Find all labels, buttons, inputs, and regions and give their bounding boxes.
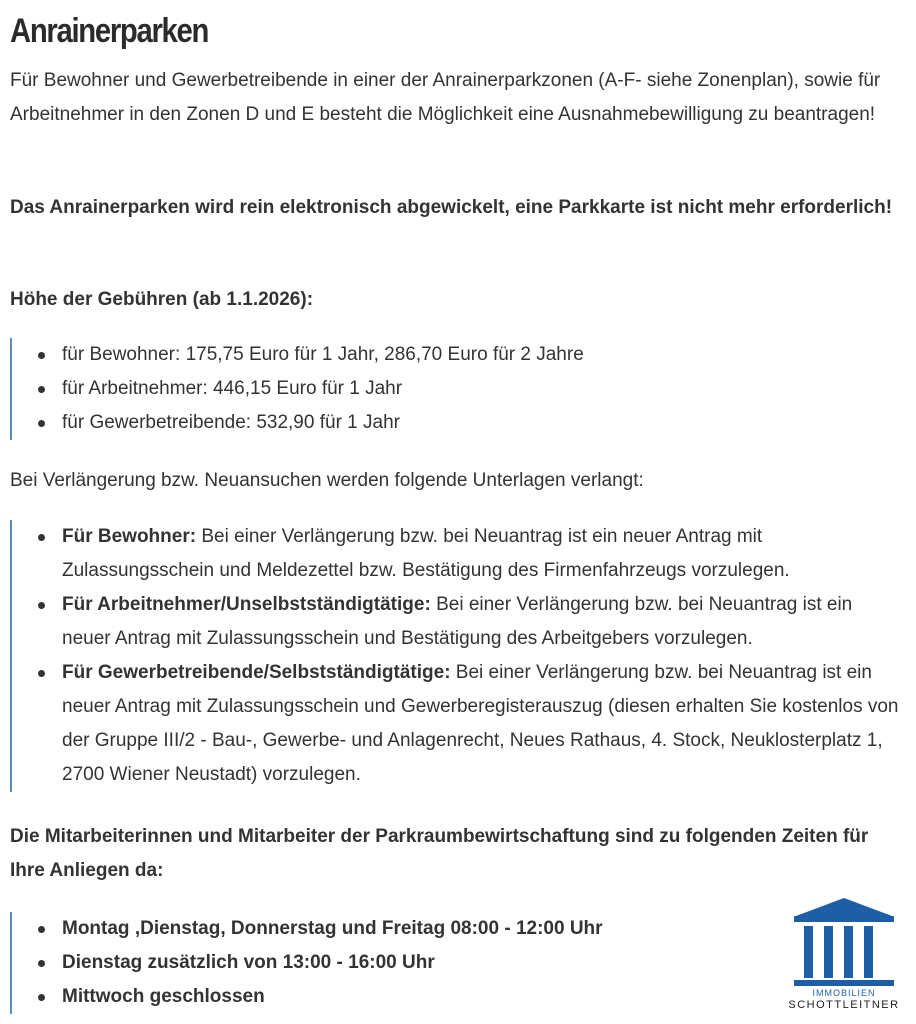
document-text: Bei einer Verlängerung bzw. bei Neuantrag ist ein neuer Antrag mit Zulassungsschein und Meldezettel bzw. Bestätigung des Firmenfahrzeugs vorzulegen. [62, 526, 790, 581]
building-columns-icon [782, 896, 906, 988]
document-item [62, 520, 902, 588]
documents-intro: Bei Verlängerung bzw. Neuansuchen werden folgende Unterlagen verlangt: [10, 470, 644, 491]
document-text: Bei einer Verlängerung bzw. bei Neuantrag ist ein neuer Antrag mit Zulassungsschein und Bestätigung des Arbeitgebers vorzulegen. [62, 594, 853, 649]
fees-heading: Höhe der Gebühren (ab 1.1.2026): [10, 289, 314, 310]
document-label: Für Arbeitnehmer/Unselbstständigtätige: [62, 594, 431, 615]
hours-item: Mittwoch geschlossen [62, 980, 603, 1014]
schottleitner-logo [782, 896, 906, 1014]
document-item [62, 588, 902, 656]
hours-item: Dienstag zusätzlich von 13:00 - 16:00 Uhr [62, 946, 603, 980]
document-item [62, 656, 902, 792]
fee-item: für Arbeitnehmer: 446,15 Euro für 1 Jahr [62, 372, 584, 406]
page-title: Anrainerparken [10, 12, 209, 50]
logo-line-1: IMMOBILIEN [812, 988, 876, 998]
document-label: Für Gewerbetreibende/Selbstständigtätige: [62, 662, 451, 683]
documents-blockquote [10, 520, 902, 792]
hours-blockquote [10, 912, 603, 1014]
document-label: Für Bewohner: [62, 526, 197, 547]
document-text: Bei einer Verlängerung bzw. bei Neuantrag ist ein neuer Antrag mit Zulassungsschein und Gewerberegisterauszug (diesen erhalten Sie kostenlos von der Gruppe III/2 - Bau-, Gewerbe- und Anlagenrecht, Neues Rathaus, 4. Stock, Neuklosterplatz 1, 2700 Wiener Neustadt) vorzulegen. [62, 662, 899, 785]
fee-item: für Bewohner: 175,75 Euro für 1 Jahr, 286,70 Euro für 2 Jahre [62, 338, 584, 372]
fee-item: für Gewerbetreibende: 532,90 für 1 Jahr [62, 406, 584, 440]
hours-item: Montag ,Dienstag, Donnerstag und Freitag 08:00 - 12:00 Uhr [62, 912, 603, 946]
fees-blockquote [10, 338, 584, 440]
intro-paragraph: Für Bewohner und Gewerbetreibende in einer der Anrainerparkzonen (A-F- siehe Zonenplan), sowie für Arbeitnehmer in den Zonen D und E besteht die Möglichkeit eine Ausnahmebewilligung zu beantragen! [10, 70, 881, 125]
logo-line-2: SCHOTTLEITNER [788, 999, 900, 1011]
hours-heading: Die Mitarbeiterinnen und Mitarbeiter der Parkraumbewirtschaftung sind zu folgenden Zeiten für Ihre Anliegen da: [10, 826, 869, 881]
electronic-notice: Das Anrainerparken wird rein elektronisch abgewickelt, eine Parkkarte ist nicht mehr erforderlich! [10, 197, 893, 218]
